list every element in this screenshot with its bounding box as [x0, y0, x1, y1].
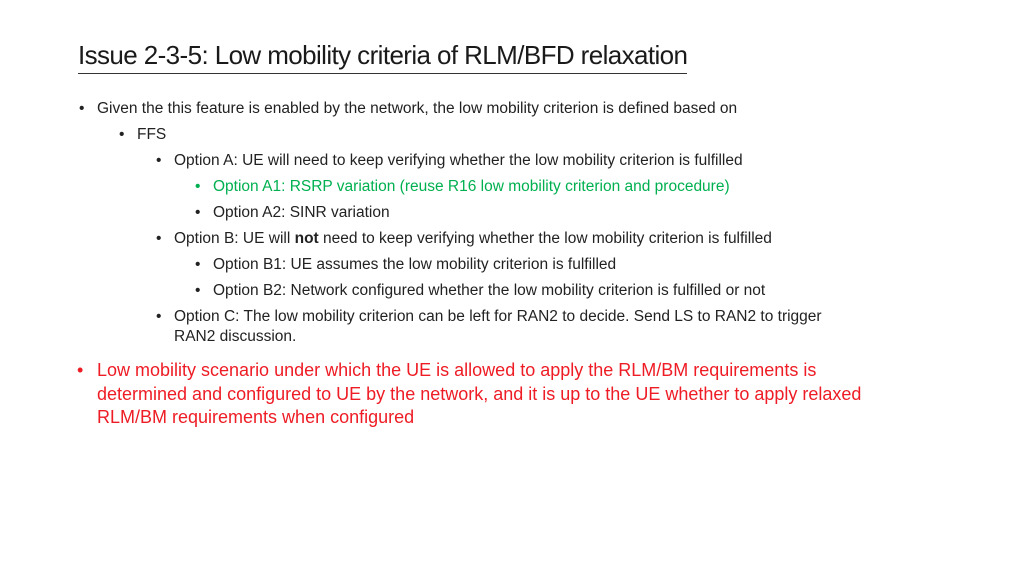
- bullet-text: Option A2: SINR variation: [213, 204, 390, 221]
- bullet-text: Option A1: RSRP variation (reuse R16 low mobility criterion and procedure): [213, 178, 730, 195]
- bullet-text-line2: RAN2 discussion.: [174, 328, 297, 345]
- bullet-text: Option B1: UE assumes the low mobility criterion is fulfilled: [213, 256, 617, 273]
- bullet-marker: •: [195, 178, 201, 195]
- bullet-text-post: need to keep verifying whether the low mobility criterion is fulfilled: [318, 230, 772, 247]
- bullet-given-feature-enabled: [79, 99, 738, 119]
- bullet-text-bold: not: [294, 230, 319, 247]
- bullet-option-b1: [195, 255, 617, 275]
- bullet-text: FFS: [137, 126, 167, 143]
- bullet-ffs: [119, 125, 167, 145]
- bullet-text-line1: Low mobility scenario under which the UE is allowed to apply the RLM/BM requirements is: [97, 360, 817, 380]
- bullet-marker: •: [195, 256, 201, 273]
- bullet-marker: •: [195, 204, 201, 221]
- bullet-marker: •: [195, 282, 201, 299]
- bullet-text-pre: Option B: UE will: [174, 230, 295, 247]
- bullet-option-a: [156, 151, 743, 171]
- slide-title: Issue 2-3-5: Low mobility criteria of RLM/BFD relaxation: [78, 40, 687, 74]
- bullet-marker: •: [77, 360, 84, 380]
- bullet-text-line1: Option C: The low mobility criterion can be left for RAN2 to decide. Send LS to RAN2 to trigger: [174, 308, 822, 325]
- bullet-option-c: [156, 307, 822, 347]
- bullet-marker: •: [156, 230, 162, 247]
- bullet-low-mobility-scenario: [77, 359, 862, 430]
- bullet-marker: •: [156, 152, 162, 169]
- bullet-option-a2: [195, 203, 390, 223]
- bullet-text-line3: RLM/BM requirements when configured: [97, 407, 415, 427]
- bullet-text: Given the this feature is enabled by the network, the low mobility criterion is defined based on: [97, 100, 738, 117]
- bullet-option-b2: [195, 281, 766, 301]
- bullet-text: Option A: UE will need to keep verifying whether the low mobility criterion is fulfilled: [174, 152, 743, 169]
- bullet-option-a1: [195, 177, 730, 197]
- bullet-marker: •: [119, 126, 125, 143]
- bullet-marker: •: [79, 100, 85, 117]
- bullet-text-line2: determined and configured to UE by the network, and it is up to the UE whether to apply relaxed: [97, 383, 862, 404]
- bullet-option-b: [156, 229, 772, 249]
- bullet-marker: •: [156, 308, 162, 325]
- bullet-text: Option B2: Network configured whether the low mobility criterion is fulfilled or not: [213, 282, 766, 299]
